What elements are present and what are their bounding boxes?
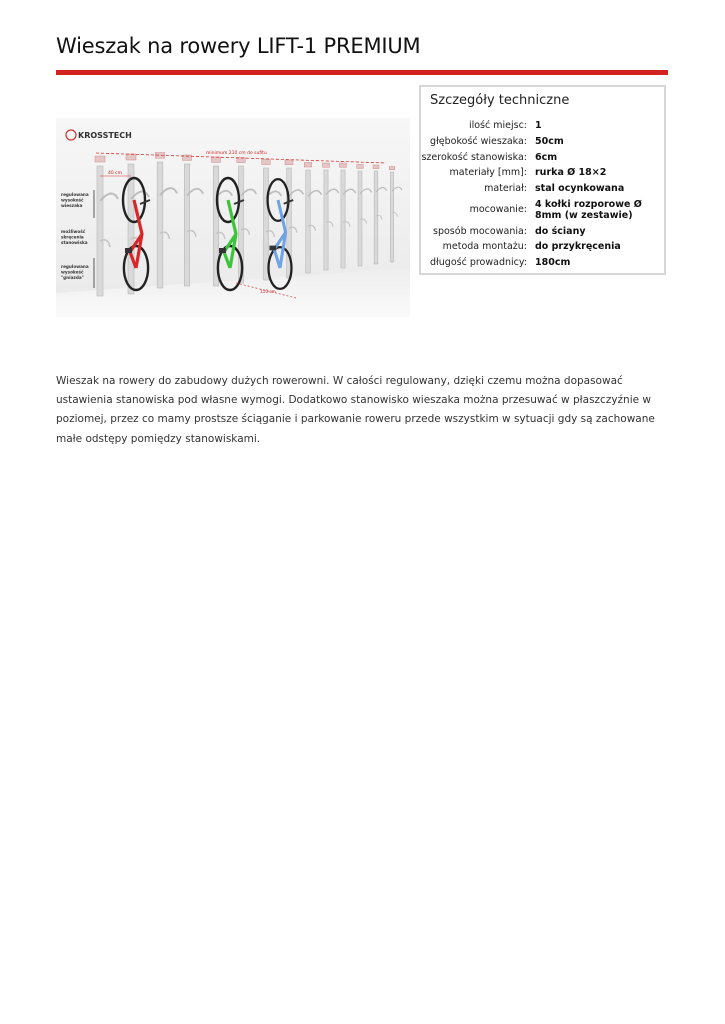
spec-key: materiały [mm]:: [449, 167, 527, 179]
socket-height-note: regulowana: [61, 264, 89, 269]
height-adjust-note: wysokość: [61, 197, 84, 203]
socket-height-note: "gniazda": [61, 275, 84, 280]
top-measure-label: minimum 210 cm do sufitu: [206, 151, 267, 156]
spec-row: [421, 196, 666, 223]
rack-pole: [358, 171, 362, 266]
technical-details-panel: [419, 85, 666, 275]
spec-value: stal ocynkowana: [535, 183, 625, 195]
rack-tag: [323, 163, 330, 167]
spec-row: [421, 223, 666, 239]
spec-key: głębokość wieszaka:: [430, 136, 527, 148]
product-description: Wieszak na rowery do zabudowy dużych rowerowni. W całości regulowany, dzięki czemu można dopasować ustawienia stanowiska pod własne wymogi. Dodatkowo stanowisko wieszaka można przesuwać w płaszczyźnie w poziomej, przez co mamy prostsze ściąganie i parkowanie roweru przede wszystkim w sytuacji gdy są zachowane małe odstępy pomiędzy stanowiskami.: [56, 375, 655, 445]
rack-tag: [212, 157, 221, 162]
spec-row: [421, 118, 666, 134]
spec-row: [421, 255, 666, 271]
spec-value: 1: [535, 120, 542, 132]
spec-row: [421, 149, 666, 165]
spacing-label: 40 cm: [108, 171, 123, 176]
rack-tag: [126, 154, 136, 160]
rotation-note: skręcenia: [61, 234, 84, 240]
rack-tag: [340, 163, 347, 167]
bike-pedal: [125, 248, 132, 253]
spec-key: materiał:: [484, 183, 527, 195]
rack-tag: [373, 165, 379, 169]
bike-pedal: [269, 246, 276, 251]
rack-pole: [324, 170, 328, 270]
spec-row: [421, 134, 666, 150]
rack-tag: [389, 167, 395, 170]
technical-details-title: Szczegóły techniczne: [430, 93, 570, 108]
spec-value: rurka Ø 18×2: [535, 167, 607, 179]
spec-value: 180cm: [535, 257, 571, 269]
technical-details-table: [421, 118, 666, 271]
spec-value: 4 kołki rozporowe Ø 8mm (w zestawie): [535, 198, 642, 221]
rotation-note: możliwość: [61, 229, 86, 234]
height-adjust-note: wieszaka: [61, 203, 83, 208]
spec-row: [421, 165, 666, 181]
title-divider: [56, 70, 668, 75]
rack-tag: [304, 163, 312, 168]
bike-pedal: [219, 248, 226, 253]
spec-value: do ściany: [535, 225, 586, 237]
bike-rack-illustration: [56, 118, 410, 317]
rack-tag: [285, 160, 293, 165]
spec-value: 6cm: [535, 151, 558, 163]
page-title: Wieszak na rowery LIFT-1 PREMIUM: [56, 34, 421, 58]
spec-row: [421, 181, 666, 197]
brand-logo: KROSSTECH: [78, 131, 132, 140]
rack-tag: [95, 156, 105, 162]
bottom-measure-label: 110 cm: [260, 289, 276, 294]
rack-pole: [128, 164, 134, 294]
rack-pole: [97, 166, 103, 296]
socket-height-note: wysokość: [61, 269, 84, 275]
height-adjust-note: regulowana: [61, 192, 89, 197]
rack-pole: [341, 170, 345, 268]
rack-pole: [157, 162, 163, 288]
product-image: [56, 118, 410, 317]
spec-key: mocowanie:: [469, 204, 527, 216]
rack-pole: [184, 164, 189, 286]
spec-key: sposób mocowania:: [433, 225, 527, 237]
spec-value: 50cm: [535, 136, 564, 148]
spec-key: metoda montażu:: [442, 241, 527, 253]
rack-pole: [374, 171, 378, 264]
rack-pole: [306, 170, 311, 273]
spec-key: ilość miejsc:: [468, 120, 527, 132]
spec-key: długość prowadnicy:: [430, 257, 527, 269]
spec-value: do przykręcenia: [535, 241, 621, 253]
spec-row: [421, 239, 666, 255]
rack-pole: [390, 172, 393, 262]
spec-key: szerokość stanowiska:: [421, 151, 527, 163]
rotation-note: stanowiska: [61, 240, 88, 245]
rack-tag: [262, 160, 271, 165]
rack-tag: [357, 165, 364, 169]
